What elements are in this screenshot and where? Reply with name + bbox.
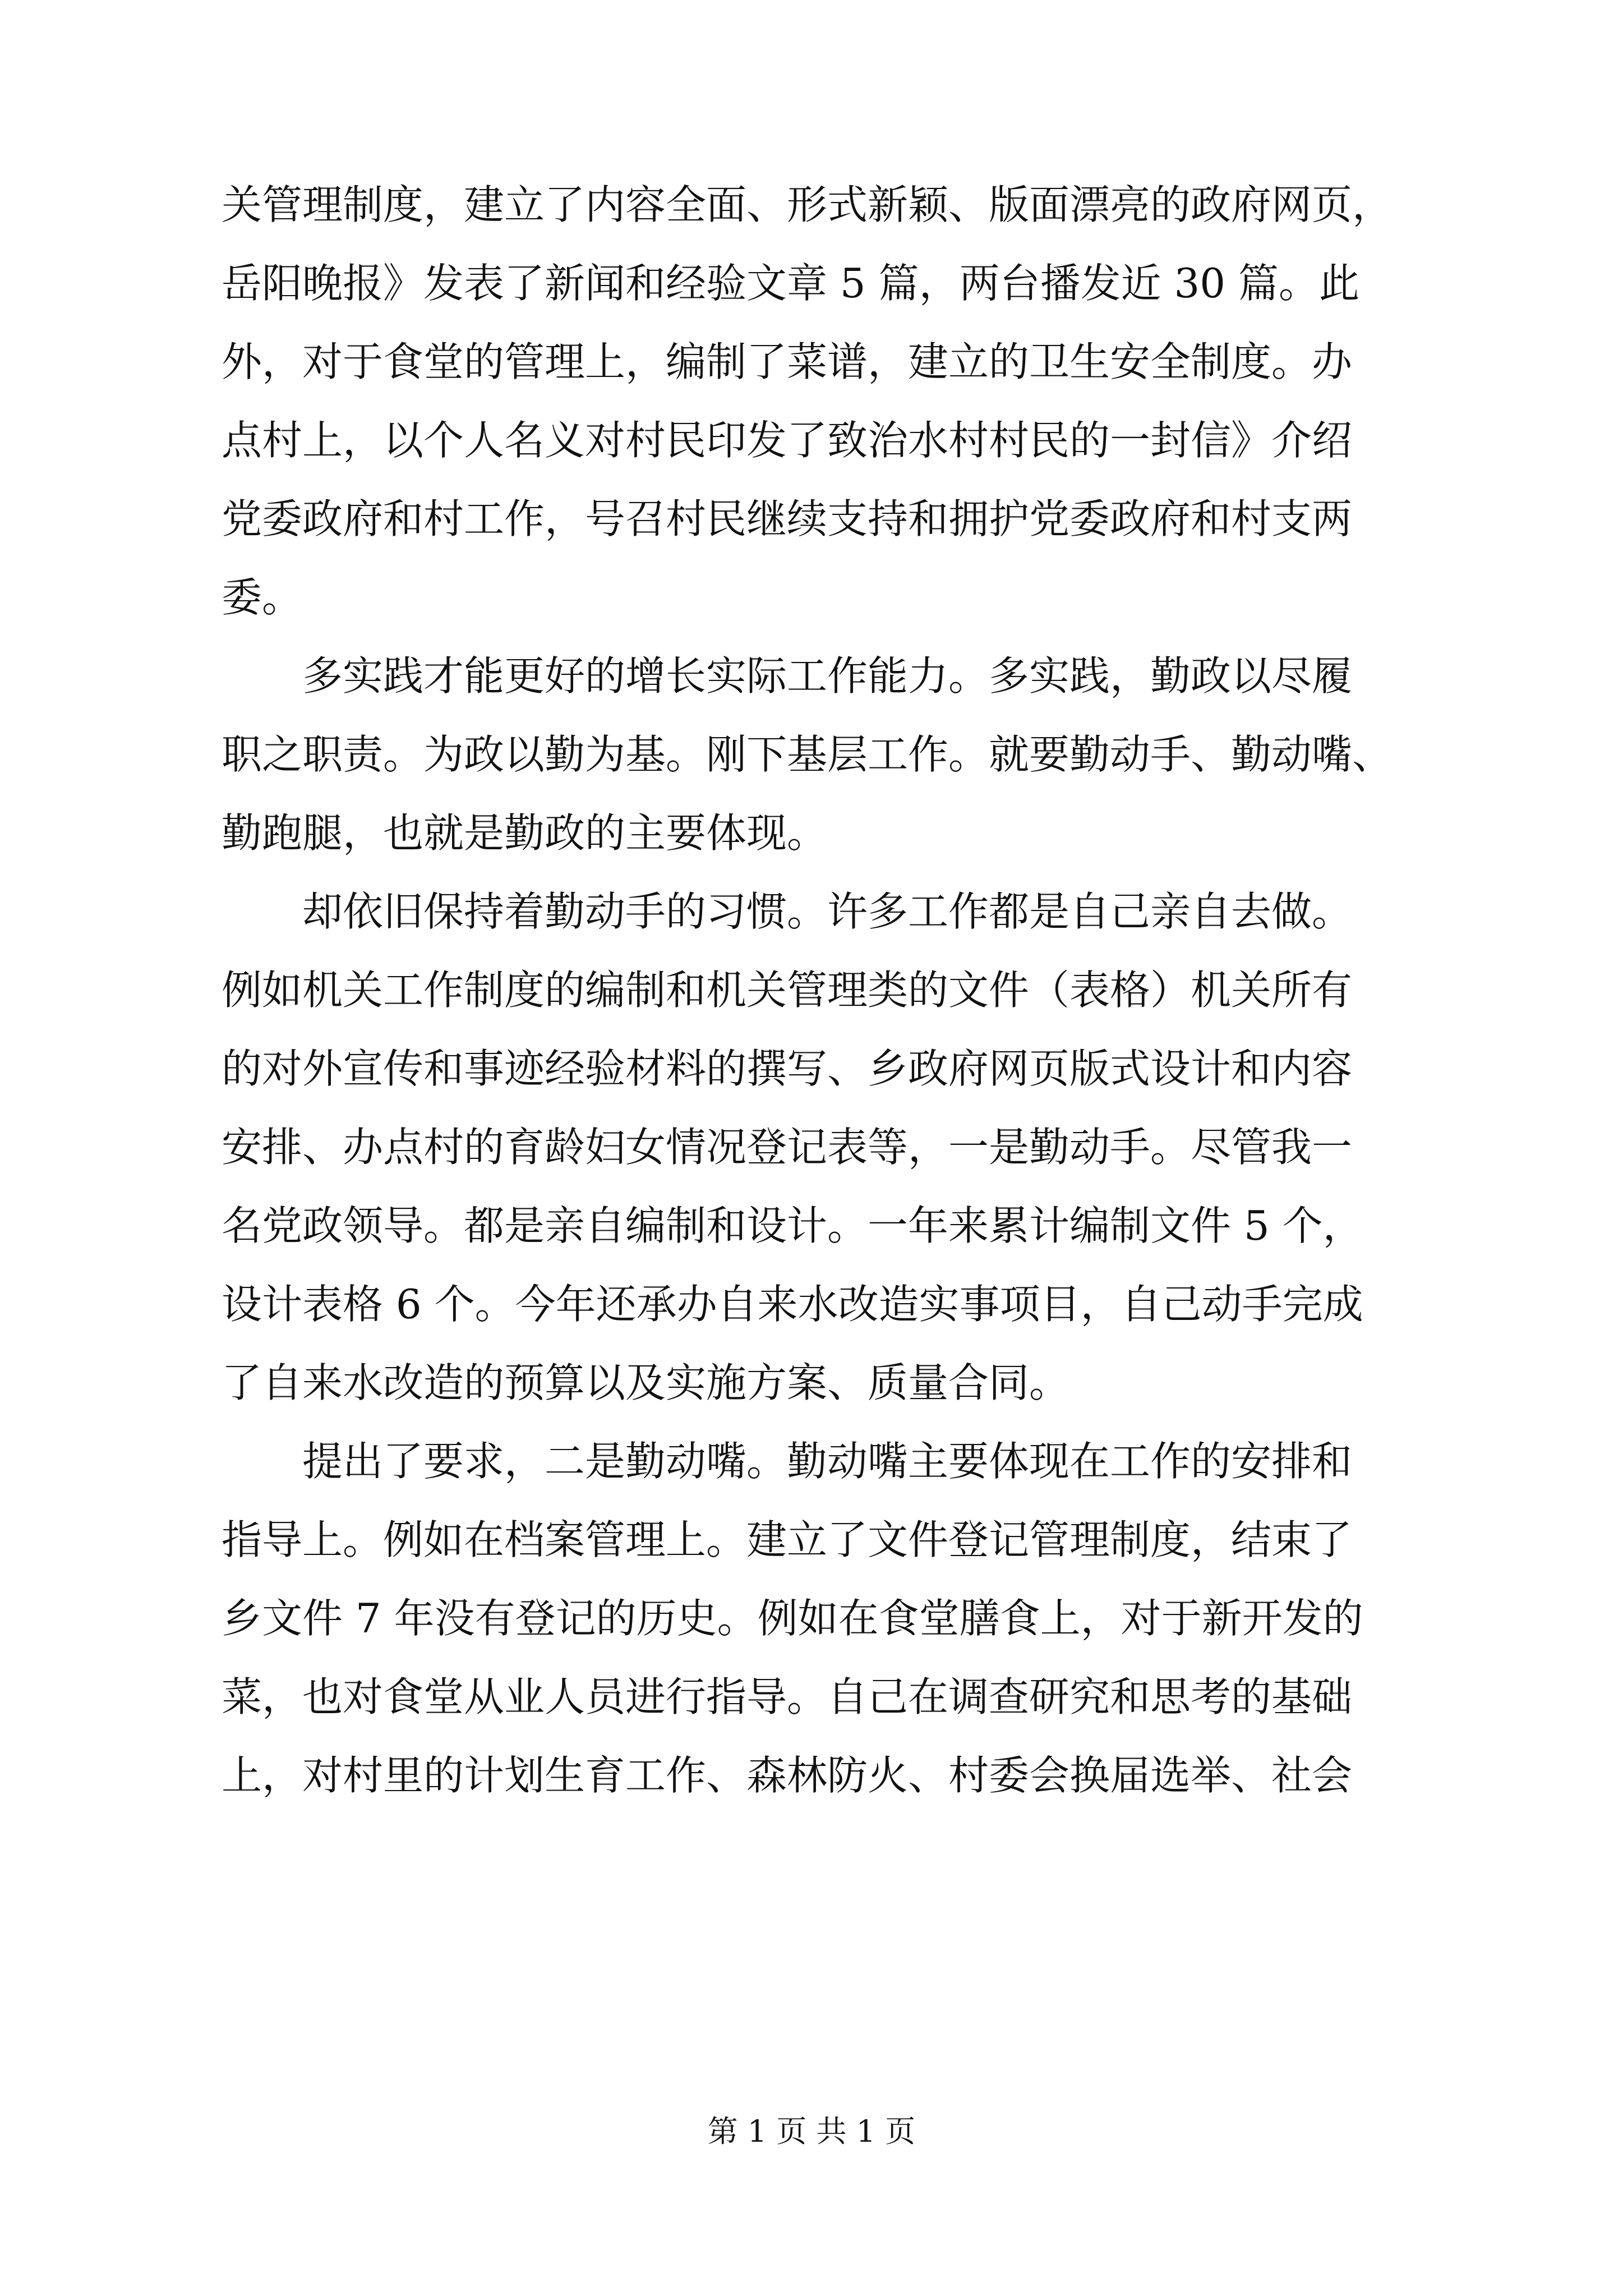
- text-line: 勤跑腿，也就是勤政的主要体现。: [222, 809, 828, 857]
- text-line: 关管理制度，建立了内容全面、形式新颖、版面漂亮的政府网页，: [222, 181, 1393, 228]
- text-line: 职之职责。为政以勤为基。刚下基层工作。就要勤动手、勤动嘴、: [222, 731, 1393, 778]
- paragraph-first-line: 却依旧保持着勤动手的习惯。许多工作都是自己亲自去做。: [302, 888, 1353, 935]
- text-line: 了自来水改造的预算以及实施方案、质量合同。: [222, 1359, 1070, 1406]
- page-footer: 第 1 页 共 1 页: [707, 2114, 916, 2149]
- text-line: 点村上，以个人名义对村民印发了致治水村村民的一封信》介绍: [222, 417, 1353, 464]
- paragraph-first-line: 多实践才能更好的增长实际工作能力。多实践，勤政以尽履: [302, 652, 1353, 700]
- paragraph-first-line: 提出了要求，二是勤动嘴。勤动嘴主要体现在工作的安排和: [302, 1438, 1353, 1485]
- text-line: 外，对于食堂的管理上，编制了菜谱，建立的卫生安全制度。办: [222, 338, 1353, 385]
- text-line: 上，对村里的计划生育工作、森林防火、村委会换届选举、社会: [222, 1752, 1353, 1799]
- text-line: 的对外宣传和事迹经验材料的撰写、乡政府网页版式设计和内容: [222, 1045, 1353, 1092]
- text-line: 乡文件 7 年没有登记的历史。例如在食堂膳食上，对于新开发的: [222, 1595, 1363, 1642]
- text-line: 名党政领导。都是亲自编制和设计。一年来累计编制文件 5 个，: [222, 1202, 1363, 1249]
- text-line: 岳阳晚报》发表了新闻和经验文章 5 篇，两台播发近 30 篇。此: [222, 260, 1359, 307]
- text-line: 设计表格 6 个。今年还承办自来水改造实事项目，自己动手完成: [222, 1281, 1363, 1328]
- text-line: 例如机关工作制度的编制和机关管理类的文件（表格）机关所有: [222, 967, 1353, 1014]
- text-line: 安排、办点村的育龄妇女情况登记表等，一是勤动手。尽管我一: [222, 1124, 1353, 1171]
- text-line: 指导上。例如在档案管理上。建立了文件登记管理制度，结束了: [222, 1516, 1353, 1563]
- text-line: 菜，也对食堂从业人员进行指导。自己在调查研究和思考的基础: [222, 1673, 1353, 1720]
- text-line: 党委政府和村工作，号召村民继续支持和拥护党委政府和村支两: [222, 495, 1353, 542]
- text-line: 委。: [222, 574, 303, 621]
